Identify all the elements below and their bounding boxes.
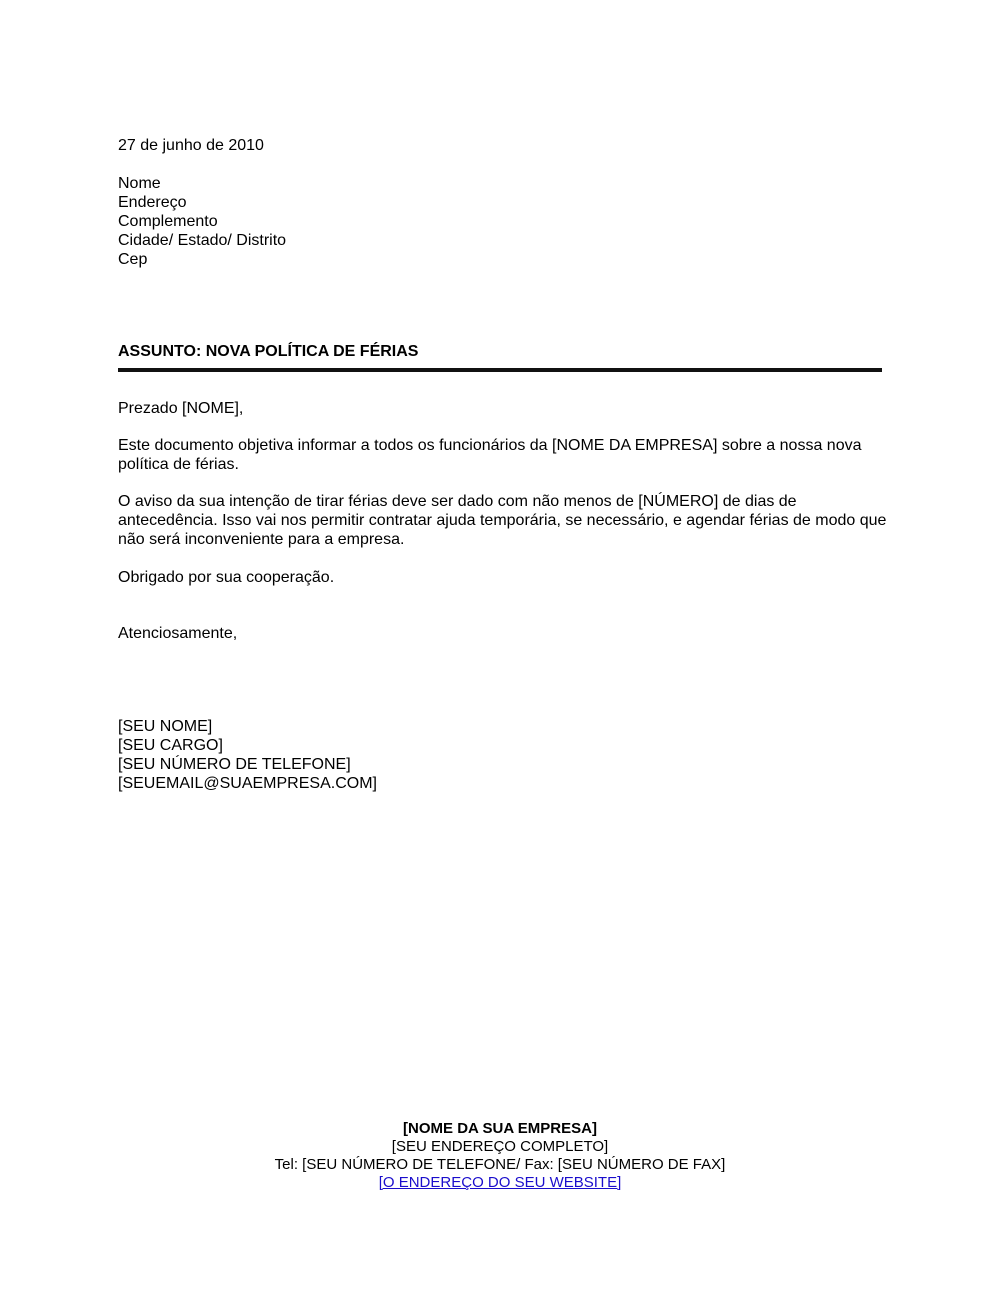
closing: Atenciosamente,: [118, 625, 238, 642]
signature-email: [SEUEMAIL@SUAEMPRESA.COM]: [118, 775, 377, 792]
signature-phone: [SEU NÚMERO DE TELEFONE]: [118, 756, 351, 773]
paragraph-thanks: Obrigado por sua cooperação.: [118, 569, 335, 586]
recipient-zip: Cep: [118, 251, 148, 268]
footer-contact: Tel: [SEU NÚMERO DE TELEFONE/ Fax: [SEU NÚMERO DE FAX]: [274, 1156, 726, 1173]
signature-block: [118, 717, 377, 793]
signature-title: [SEU CARGO]: [118, 737, 223, 754]
subject-heading: ASSUNTO: NOVA POLÍTICA DE FÉRIAS: [118, 343, 419, 360]
recipient-city-state-district: Cidade/ Estado/ Distrito: [118, 232, 287, 249]
recipient-address: Endereço: [118, 194, 187, 211]
letterhead-footer: [0, 1120, 1000, 1192]
footer-website-link[interactable]: [O ENDEREÇO DO SEU WEBSITE]: [378, 1174, 622, 1191]
paragraph-intro: Este documento objetiva informar a todos os funcionários da [NOME DA EMPRESA] sobre a nossa nova política de férias.: [118, 437, 862, 473]
recipient-name: Nome: [118, 175, 161, 192]
signature-name: [SEU NOME]: [118, 718, 213, 735]
footer-company-name: [NOME DA SUA EMPRESA]: [403, 1120, 597, 1137]
recipient-block: [118, 174, 286, 269]
subject-divider: [118, 368, 882, 372]
footer-address: [SEU ENDEREÇO COMPLETO]: [391, 1138, 609, 1155]
paragraph-notice: O aviso da sua intenção de tirar férias deve ser dado com não menos de [NÚMERO] de dias de antecedência. Isso vai nos permitir contratar ajuda temporária, se necessário, e agendar férias de modo que não será inconveniente para a empresa.: [118, 493, 887, 548]
salutation: Prezado [NOME],: [118, 400, 244, 417]
letter-date: 27 de junho de 2010: [118, 137, 264, 154]
recipient-complement: Complemento: [118, 213, 218, 230]
